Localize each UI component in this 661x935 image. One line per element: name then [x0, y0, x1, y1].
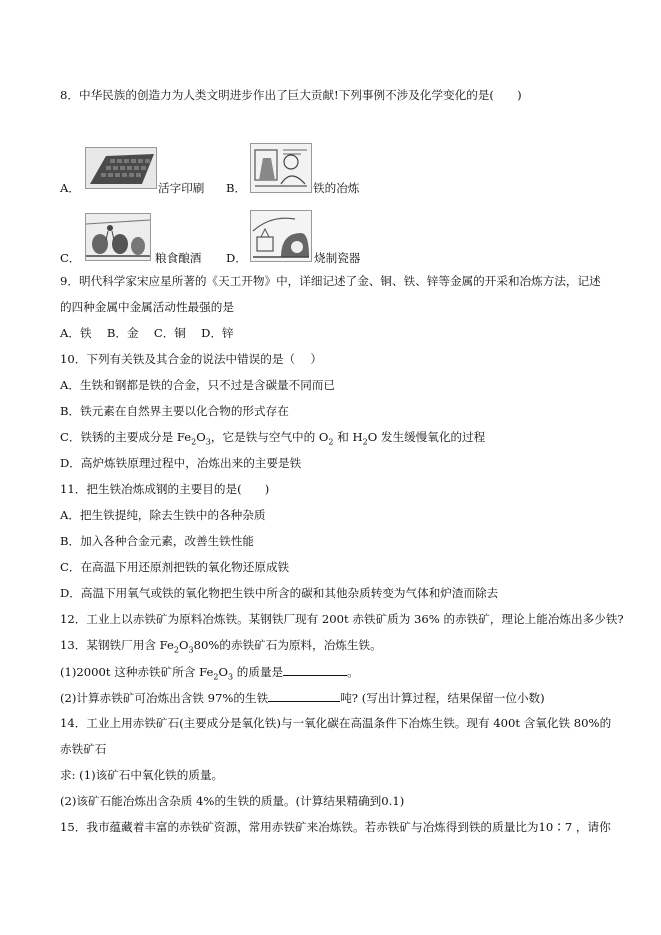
- q11-option-b: B．加入各种合金元素，改善生铁性能: [60, 534, 255, 548]
- q13-stem: 13．某钢铁厂用含 $Fe_2O_380\%$的赤铁矿石为原料，冶炼生铁。: [60, 638, 382, 655]
- iron-smelting-image: [250, 143, 312, 193]
- q11-option-c: C．在高温下用还原剂把铁的氧化物还原成铁: [60, 560, 290, 574]
- q9-options: A．铁 B．金 C．铜 D．锌: [60, 326, 234, 340]
- wine-brewing-image: [85, 213, 151, 261]
- q13-part1: (1)2000t 这种赤铁矿所含 $Fe_2O_3$ 的质量是 。: [60, 665, 359, 682]
- q14-part2: (2)该矿石能冶炼出含杂质 4%的生铁的质量。(计算结果精确到0.1): [60, 794, 405, 808]
- movable-type-image: [85, 147, 157, 189]
- q8-option-c-letter: C．: [60, 251, 81, 265]
- q8-option-d-letter: D．: [226, 251, 247, 265]
- q11-option-d: D．高温下用氧气或铁的氧化物把生铁中所含的碳和其他杂质转变为气体和炉渣而除去: [60, 586, 499, 600]
- q11-stem: 11．把生铁冶炼成钢的主要目的是( ): [60, 482, 270, 496]
- q8-option-b-text: 铁的冶炼: [313, 181, 360, 195]
- q10-option-c: C．铁锈的主要成分是 $Fe_2O_3$，它是铁与空气中的 $O_2$ 和 $H_2O$ 发生缓慢氧化的过程: [60, 430, 486, 447]
- q13-answer-blank-2[interactable]: [268, 689, 340, 702]
- q14-stem-line2: 赤铁矿石: [60, 742, 107, 756]
- q10-option-d: D．高炉炼铁原理过程中，冶炼出来的主要是铁: [60, 456, 302, 470]
- q8-option-b-letter: B．: [226, 181, 247, 195]
- porcelain-firing-image: [250, 210, 312, 262]
- q15-stem: 15．我市蕴藏着丰富的赤铁矿资源，常用赤铁矿来冶炼铁。若赤铁矿与冶炼得到铁的质量比为10∶7 ，请你: [60, 820, 611, 834]
- q14-stem-line1: 14．工业上用赤铁矿石(主要成分是氧化铁)与一氧化碳在高温条件下冶炼生铁。现有 400t 含氧化铁 80%的: [60, 716, 612, 730]
- q8-option-a-letter: A．: [60, 181, 80, 195]
- q10-stem: 10．下列有关铁及其合金的说法中错误的是（ ）: [60, 352, 322, 366]
- q8-stem: 8．中华民族的创造力为人类文明进步作出了巨大贡献!下列事例不涉及化学变化的是( ): [60, 88, 522, 102]
- q8-option-d-text: 烧制瓷器: [314, 251, 361, 265]
- q13-part2: (2)计算赤铁矿可冶炼出含铁 97%的生铁 吨? (写出计算过程，结果保留一位小数): [60, 691, 545, 705]
- q12-stem: 12．工业上以赤铁矿为原料冶炼铁。某钢铁厂现有 200t 赤铁矿质为 36% 的赤铁矿，理论上能冶炼出多少铁?: [60, 612, 624, 626]
- q8-option-c-text: 粮食酿酒: [155, 251, 202, 265]
- q13-answer-blank-1[interactable]: [283, 663, 347, 676]
- q9-stem-line2: 的四种金属中金属活动性最强的是: [60, 300, 234, 314]
- q9-stem-line1: 9．明代科学家宋应星所著的《天工开物》中，详细记述了金、铜、铁、锌等金属的开采和冶炼方法，记述: [60, 274, 601, 288]
- q10-option-a: A．生铁和钢都是铁的合金，只不过是含碳量不同而已: [60, 378, 336, 392]
- q8-option-a-text: 活字印刷: [158, 181, 205, 195]
- q10-option-b: B．铁元素在自然界主要以化合物的形式存在: [60, 404, 289, 418]
- q11-option-a: A．把生铁提纯，除去生铁中的各种杂质: [60, 508, 266, 522]
- q14-part1: 求: (1)该矿石中氧化铁的质量。: [60, 768, 224, 782]
